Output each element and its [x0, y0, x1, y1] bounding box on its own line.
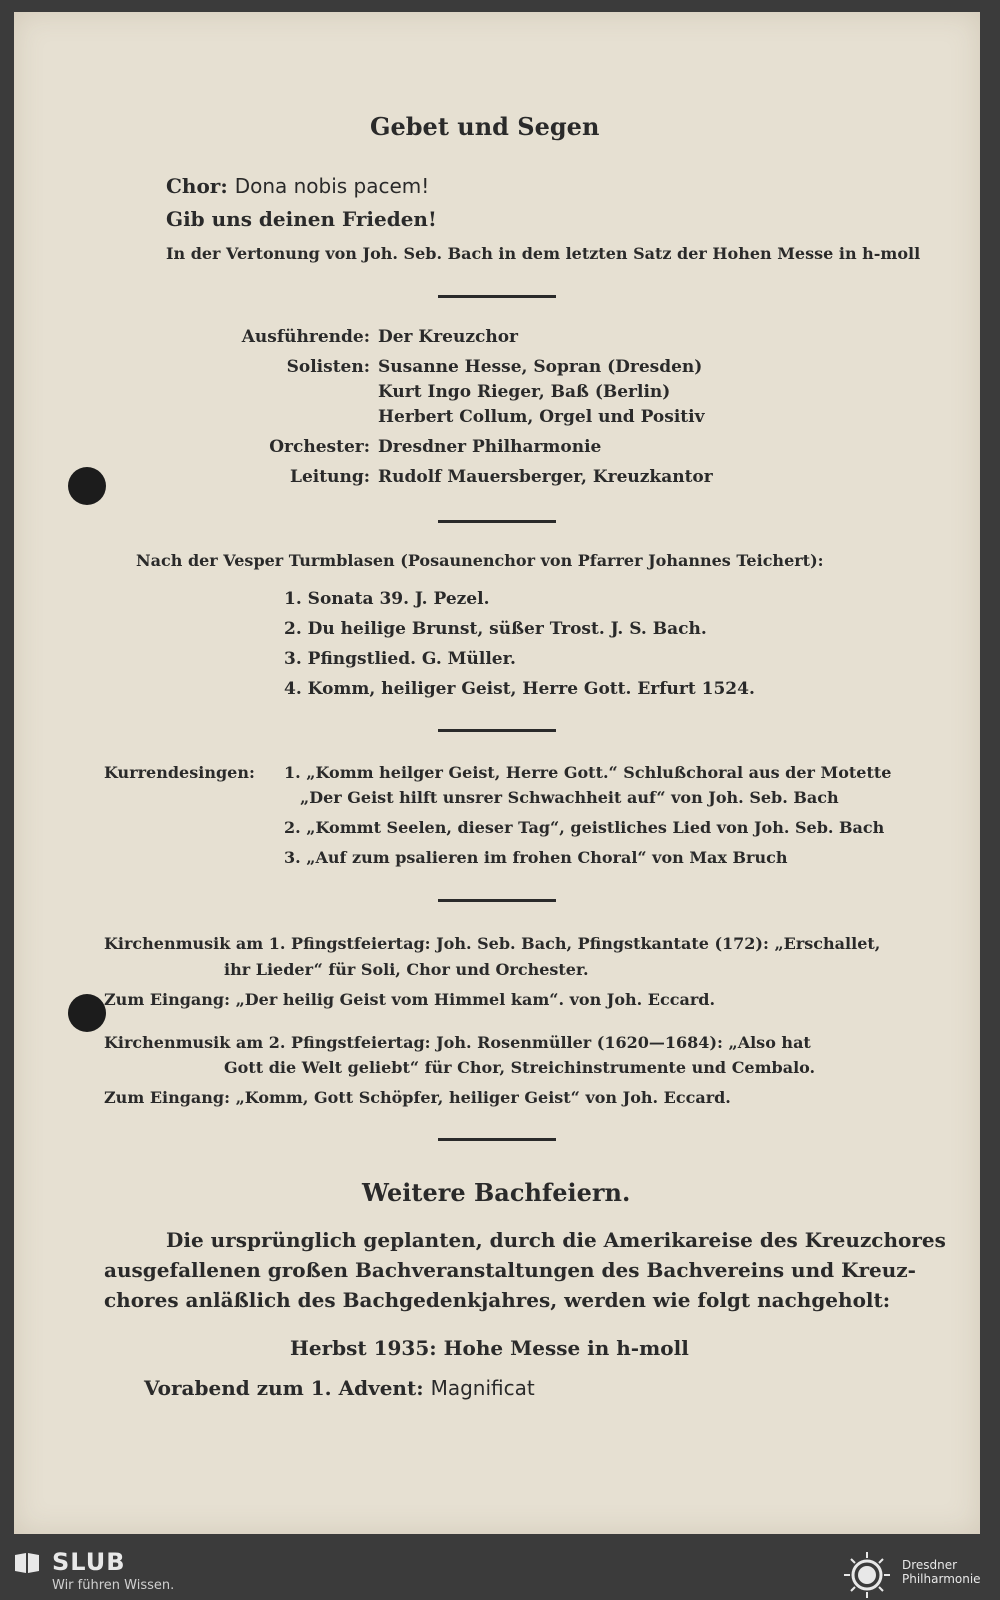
herbst-value: Hohe Messe in h-moll: [443, 1336, 689, 1360]
herbst-label: Herbst 1935:: [290, 1336, 437, 1360]
orchester-value: Dresdner Philharmonie: [378, 437, 602, 457]
book-icon: [14, 1552, 40, 1574]
kurrende-item-1: 1. „Komm heilger Geist, Herre Gott.“ Schlußchoral aus der Motette: [284, 763, 892, 782]
weitere-para-line2: ausgefallenen großen Bachveranstaltungen des Bachvereins und Kreuz-: [104, 1258, 916, 1282]
divider: [438, 899, 556, 902]
divider: [438, 1138, 556, 1141]
chor-latin-text: Dona nobis pacem!: [234, 174, 430, 198]
divider: [438, 520, 556, 523]
kurrende-item-2: 2. „Kommt Seelen, dieser Tag“, geistliches Lied von Joh. Seb. Bach: [284, 818, 885, 837]
advent-value: Magnificat: [430, 1376, 535, 1400]
page-title: Gebet und Segen: [370, 112, 600, 141]
kirchenmusik-day1-eingang: Zum Eingang: „Der heilig Geist vom Himmel kam“. von Joh. Eccard.: [104, 990, 716, 1009]
ausfuehrende-label: Ausführende:: [241, 327, 370, 347]
turmblasen-heading: Nach der Vesper Turmblasen (Posaunenchor von Pfarrer Johannes Teichert):: [136, 551, 824, 570]
kurrende-label: Kurrendesingen:: [104, 763, 255, 782]
turmblasen-item: 1. Sonata 39. J. Pezel.: [284, 589, 490, 609]
weitere-heading: Weitere Bachfeiern.: [362, 1178, 631, 1207]
dresdner-philharmonie-logo-text[interactable]: Dresdner Philharmonie: [902, 1558, 981, 1586]
sun-icon: [842, 1550, 892, 1600]
solisten-label: Solisten:: [286, 357, 370, 377]
divider: [438, 295, 556, 298]
herbst-line: [290, 1336, 689, 1360]
footer-bar: [0, 1546, 1000, 1600]
chor-label: Chor:: [166, 174, 228, 198]
punch-hole: [68, 994, 106, 1032]
kirchenmusik-day2-eingang: Zum Eingang: „Komm, Gott Schöpfer, heiliger Geist“ von Joh. Eccard.: [104, 1088, 731, 1107]
chor-german-text: Gib uns deinen Frieden!: [166, 207, 437, 231]
turmblasen-item: 2. Du heilige Brunst, süßer Trost. J. S. Bach.: [284, 619, 707, 639]
kurrende-item-3: 3. „Auf zum psalieren im frohen Choral“ von Max Bruch: [284, 848, 788, 867]
ausfuehrende-value: Der Kreuzchor: [378, 327, 519, 347]
solist-1: Susanne Hesse, Sopran (Dresden): [378, 357, 703, 377]
kirchenmusik-day2: Kirchenmusik am 2. Pfingstfeiertag: Joh. Rosenmüller (1620—1684): „Also hat: [104, 1033, 811, 1052]
leitung-label: Leitung:: [290, 467, 370, 487]
weitere-para-line1: Die ursprünglich geplanten, durch die Amerikareise des Kreuzchores: [166, 1228, 946, 1252]
advent-line: [144, 1376, 535, 1400]
weitere-para-line3: chores anläßlich des Bachgedenkjahres, werden wie folgt nachgeholt:: [104, 1288, 891, 1312]
orchester-label: Orchester:: [269, 437, 370, 457]
turmblasen-item: 4. Komm, heiliger Geist, Herre Gott. Erfurt 1524.: [284, 679, 755, 699]
kirchenmusik-day2-cont: Gott die Welt geliebt“ für Chor, Streichinstrumente und Cembalo.: [224, 1058, 816, 1077]
solist-3: Herbert Collum, Orgel und Positiv: [378, 407, 705, 427]
kirchenmusik-day1-cont: ihr Lieder“ für Soli, Chor und Orchester.: [224, 960, 589, 979]
chor-setting-text: In der Vertonung von Joh. Seb. Bach in dem letzten Satz der Hohen Messe in h-moll: [166, 244, 921, 263]
advent-label: Vorabend zum 1. Advent:: [144, 1376, 424, 1400]
turmblasen-item: 3. Pfingstlied. G. Müller.: [284, 649, 516, 669]
slub-tagline: Wir führen Wissen.: [52, 1578, 175, 1593]
kurrende-item-1-cont: „Der Geist hilft unsrer Schwachheit auf“ von Joh. Seb. Bach: [300, 788, 839, 807]
leitung-value: Rudolf Mauersberger, Kreuzkantor: [378, 467, 713, 487]
divider: [438, 729, 556, 732]
punch-hole: [68, 467, 106, 505]
slub-logo-text[interactable]: SLUB: [52, 1548, 126, 1576]
kirchenmusik-day1: Kirchenmusik am 1. Pfingstfeiertag: Joh. Seb. Bach, Pfingstkantate (172): „Erschallet,: [104, 934, 881, 953]
solist-2: Kurt Ingo Rieger, Baß (Berlin): [378, 382, 671, 402]
chor-line: [166, 174, 429, 198]
